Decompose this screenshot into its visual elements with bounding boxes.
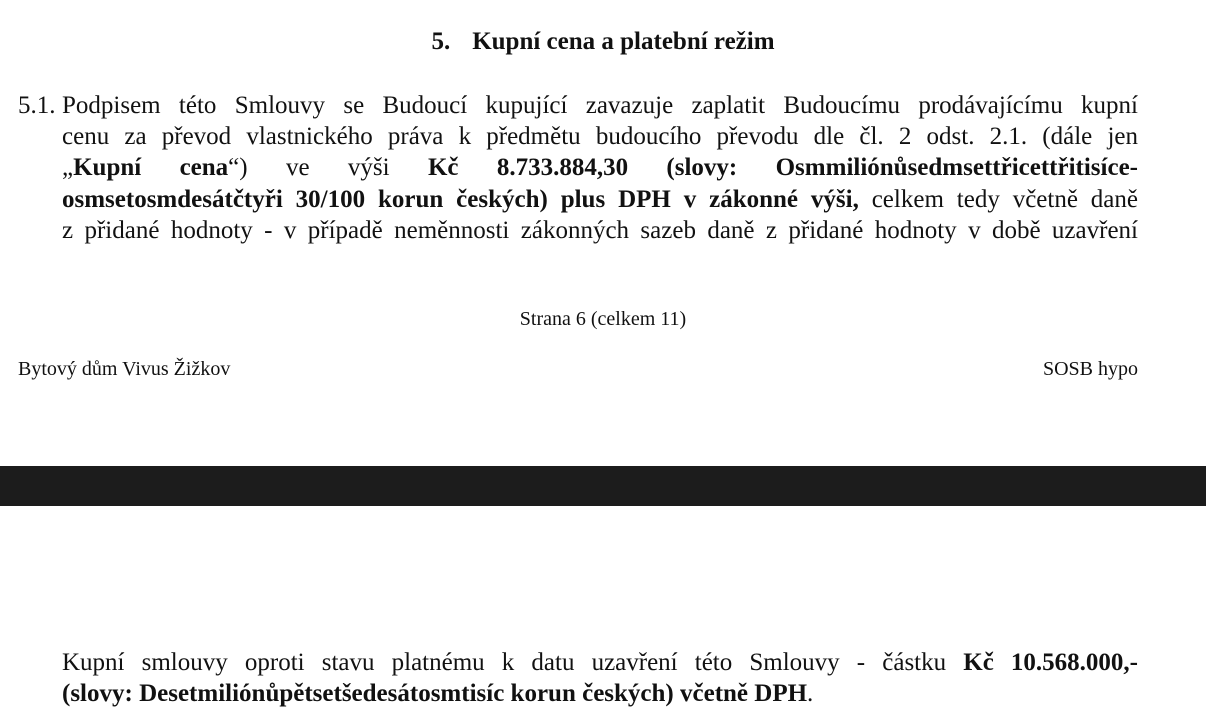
- clause-line-1: Podpisem této Smlouvy se Budoucí kupující zavazuje zaplatit Budoucímu prodávajícímu kupní: [62, 92, 1138, 119]
- clause-number: 5.1.: [18, 92, 56, 119]
- page-number: Strana 6 (celkem 11): [519, 308, 687, 330]
- price-amount: Kč 8.733.884,30 (slovy: Osmmiliónůsedmsettřicettřitisíce-: [427, 154, 1139, 182]
- continuation-line-1-text: Kupní smlouvy oproti stavu platnému k datu uzavření této Smlouvy - částku: [62, 649, 964, 676]
- continuation-line-1: [62, 647, 1138, 678]
- clause-line-3: [62, 152, 1138, 183]
- section-number: 5.: [431, 28, 451, 55]
- clause-5-1-paragraph: [62, 90, 1138, 246]
- continuation-paragraph: [62, 647, 1138, 709]
- section-title: Kupní cena a platební režim: [472, 28, 775, 55]
- footer-project-name: Bytový dům Vivus Žižkov: [18, 358, 231, 380]
- total-price-in-words: (slovy: Desetmiliónůpětsetšedesátosmtisíc korun českých) včetně DPH: [62, 680, 808, 708]
- clause-line-4: [62, 184, 1138, 215]
- total-price: Kč 10.568.000,-: [963, 649, 1138, 676]
- footer-document-code: SOSB hypo: [1042, 358, 1138, 380]
- clause-line-2: cenu za převod vlastnického práva k předmětu budoucího převodu dle čl. 2 odst. 2.1. (dále jen: [62, 123, 1138, 151]
- defined-term: Kupní cena: [73, 154, 229, 182]
- page-separator: [0, 466, 1206, 506]
- section-heading: [0, 26, 1206, 58]
- clause-line-5: z přidané hodnoty - v případě neměnnosti zákonných sazeb daně z přidané hodnoty v době uzavření: [62, 216, 1138, 244]
- quote-open: „: [62, 154, 74, 182]
- continuation-line-2: [62, 678, 1138, 709]
- clause-line-4-text: celkem tedy včetně daně: [858, 185, 1139, 213]
- price-in-words: osmsetosmdesátčtyři 30/100 korun českých) plus DPH v zákonné výši,: [62, 185, 859, 213]
- continuation-line-2-end: .: [807, 680, 814, 708]
- clause-line-3-text: “) ve výši: [228, 154, 428, 182]
